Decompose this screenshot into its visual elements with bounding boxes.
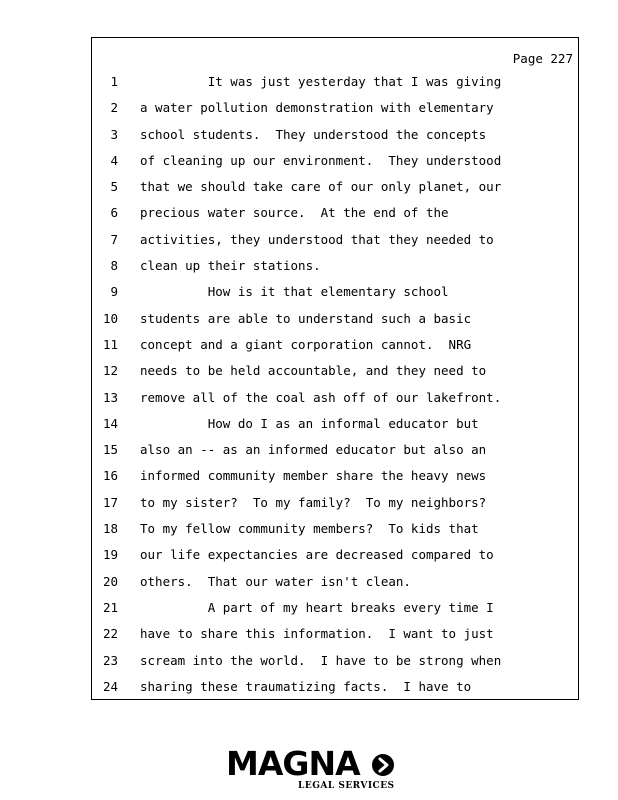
line-number: 19 xyxy=(102,547,118,563)
line-text: informed community member share the heavy news xyxy=(140,468,487,484)
line-text: that we should take care of our only planet, our xyxy=(140,179,502,195)
transcript-line xyxy=(92,148,578,174)
transcript-line xyxy=(92,621,578,647)
line-number: 8 xyxy=(110,258,118,274)
line-text: To my fellow community members? To kids that xyxy=(140,521,479,537)
line-text: remove all of the coal ash off of our lakefront. xyxy=(140,389,502,405)
transcript-line xyxy=(92,411,578,437)
line-number: 6 xyxy=(110,205,118,221)
transcript-page xyxy=(91,37,579,700)
transcript-line xyxy=(92,332,578,358)
line-number: 1 xyxy=(110,74,118,89)
transcript-line xyxy=(92,253,578,279)
chevron-right-icon xyxy=(372,754,394,776)
magna-logo xyxy=(226,746,396,794)
line-text: a water pollution demonstration with elementary xyxy=(140,100,494,116)
line-number: 12 xyxy=(102,363,118,379)
line-number: 10 xyxy=(102,310,118,326)
logo-tagline: LEGAL SERVICES xyxy=(298,781,395,791)
line-number: 3 xyxy=(110,126,118,142)
line-number: 2 xyxy=(110,100,118,116)
transcript-line xyxy=(92,69,578,95)
transcript-line xyxy=(92,174,578,200)
line-text: scream into the world. I have to be strong when xyxy=(140,652,502,668)
line-number: 4 xyxy=(110,152,118,168)
line-number: 18 xyxy=(102,521,118,537)
line-text: others. That our water isn't clean. xyxy=(140,573,411,589)
line-text: needs to be held accountable, and they need to xyxy=(140,363,487,379)
line-text: concept and a giant corporation cannot. NRG xyxy=(140,336,472,352)
transcript-line xyxy=(92,490,578,516)
line-text: precious water source. At the end of the xyxy=(140,205,449,221)
line-text: sharing these traumatizing facts. I have to xyxy=(140,678,472,694)
transcript-line xyxy=(92,385,578,411)
line-text: school students. They understood the concepts xyxy=(140,126,487,142)
line-number: 14 xyxy=(102,415,118,431)
line-text: to my sister? To my family? To my neighbors? xyxy=(140,494,487,510)
line-text: It was just yesterday that I was giving xyxy=(140,74,502,89)
line-number: 9 xyxy=(110,284,118,300)
line-text: clean up their stations. xyxy=(140,258,321,274)
line-number: 16 xyxy=(102,468,118,484)
line-text: How do I as an informal educator but xyxy=(140,415,479,431)
transcript-line xyxy=(92,306,578,332)
transcript-line xyxy=(92,463,578,489)
line-number: 23 xyxy=(102,652,118,668)
transcript-line xyxy=(92,279,578,305)
line-number: 5 xyxy=(110,179,118,195)
transcript-line xyxy=(92,122,578,148)
line-number: 7 xyxy=(110,231,118,247)
line-text: A part of my heart breaks every time I xyxy=(140,599,494,615)
transcript-line xyxy=(92,358,578,384)
line-number: 15 xyxy=(102,442,118,458)
transcript-line xyxy=(92,95,578,121)
line-text: activities, they understood that they needed to xyxy=(140,231,494,247)
line-text: also an -- as an informed educator but also an xyxy=(140,442,487,458)
transcript-lines xyxy=(92,69,578,700)
line-number: 21 xyxy=(102,599,118,615)
line-text: students are able to understand such a basic xyxy=(140,310,472,326)
line-text: of cleaning up our environment. They understood xyxy=(140,152,502,168)
page-number: Page 227 xyxy=(512,51,573,66)
line-number: 24 xyxy=(102,678,118,694)
transcript-line xyxy=(92,437,578,463)
line-number: 11 xyxy=(102,336,118,352)
transcript-line xyxy=(92,648,578,674)
transcript-line xyxy=(92,569,578,595)
transcript-line xyxy=(92,227,578,253)
line-number: 20 xyxy=(102,573,118,589)
transcript-line xyxy=(92,200,578,226)
line-number: 13 xyxy=(102,389,118,405)
transcript-line xyxy=(92,542,578,568)
line-number: 22 xyxy=(102,626,118,642)
line-text: our life expectancies are decreased compared to xyxy=(140,547,494,563)
line-number: 17 xyxy=(102,494,118,510)
transcript-line xyxy=(92,516,578,542)
transcript-line xyxy=(92,595,578,621)
transcript-line xyxy=(92,674,578,700)
line-text: How is it that elementary school xyxy=(140,284,449,300)
line-text: have to share this information. I want to just xyxy=(140,626,494,642)
logo-wordmark: MAGNA xyxy=(226,744,360,783)
